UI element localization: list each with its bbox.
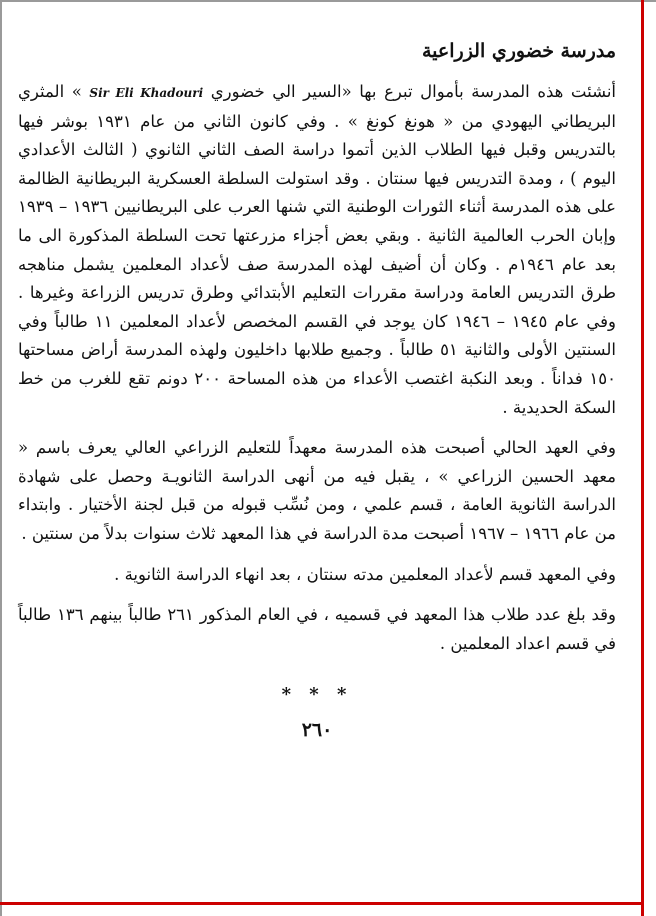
paragraph-institute: [18, 434, 616, 548]
paragraph-text: أنشئت هذه المدرسة بأموال تبرع بها «السير الي خضوري: [203, 82, 616, 101]
paragraph-text: وفي المعهد قسم لأعداد المعلمين مدته سنتان ، بعد انهاء الدراسة الثانوية .: [114, 564, 616, 584]
paragraph-history: [18, 78, 616, 422]
paragraph-text: وقد بلغ عدد طلاب هذا المعهد في قسميه ، في العام المذكور ٢٦١ طالباً بينهم ١٣٦ طالباً في قسم اعداد المعلمين .: [18, 605, 616, 653]
window-frame-bottom: [0, 902, 644, 905]
paragraph-students: [18, 601, 616, 658]
running-header: مدرسة خضوري الزراعية: [421, 40, 616, 62]
document-page: [18, 30, 616, 880]
window-frame-right: [641, 0, 644, 916]
window-frame-left: [0, 0, 2, 916]
section-separator: * * *: [281, 684, 353, 706]
window-frame-top: [0, 0, 656, 2]
paragraph-text: وفي العهد الحالي أصبحت هذه المدرسة معهداً للتعليم الزراعي العالي يعرف باسم « معهد الحسين الزراعي » ، يقبل فيه من أنهى الدراسة الثانويـة وحصل على شهادة الدراسة الثانوية العامة ، قسم علمي ، ومن نُسِّب قبوله من قبل لجنة الأختيار . وابتداء من عام ١٩٦٦ – ١٩٦٧ أصبحت مدة الدراسة في هذا المعهد ثلاث سنوات بدلاً من سنتين .: [18, 438, 616, 543]
latin-name: Sir Eli Khadouri: [89, 86, 204, 100]
paragraph-text: » المثري البريطاني اليهودي من « هونغ كونغ » . وفي كانون الثاني من عام ١٩٣١ بوشر فيها بالتدريس وقبل فيها الطلاب الذين أتموا دراسة الصف الثاني الثانوي ( الثالث الأعدادي اليوم ) ، ومدة التدريس فيها سنتان . وقد استولت السلطة العسكرية البريطانية الظالمة على هذه المدرسة أثناء الثورات الوطنية التي شنها العرب على البريطانيين ١٩٣٦ – ١٩٣٩ وإبان الحرب العالمية الثانية . وبقي بعض أجزاء مزرعتها تحت السلطة المذكورة الى ما بعد عام ١٩٤٦م . وكان أن أضيف لهذه المدرسة صف لأعداد المعلمين يشمل مناهجه طرق التدريس العامة ودراسة مقررات التعليم الأبتدائي وطرق تدريس الزراعة وغيرها . وفي عام ١٩٤٥ – ١٩٤٦ كان يوجد في القسم المخصص لأعداد المعلمين ١١ طالباً وفي السنتين الأولى والثانية ٥١ طالباً . وجميع طلابها داخليون ولهذه المدرسة أراض مساحتها ١٥٠ فداناً . وبعد النكبة اغتصب الأعداء من هذه المساحة ٢٠٠ دونم تقع للغرب من خط السكة الحديدية .: [18, 82, 617, 417]
paragraph-teacher-section: [18, 561, 616, 590]
page-number: ٢٦٠: [301, 719, 333, 742]
